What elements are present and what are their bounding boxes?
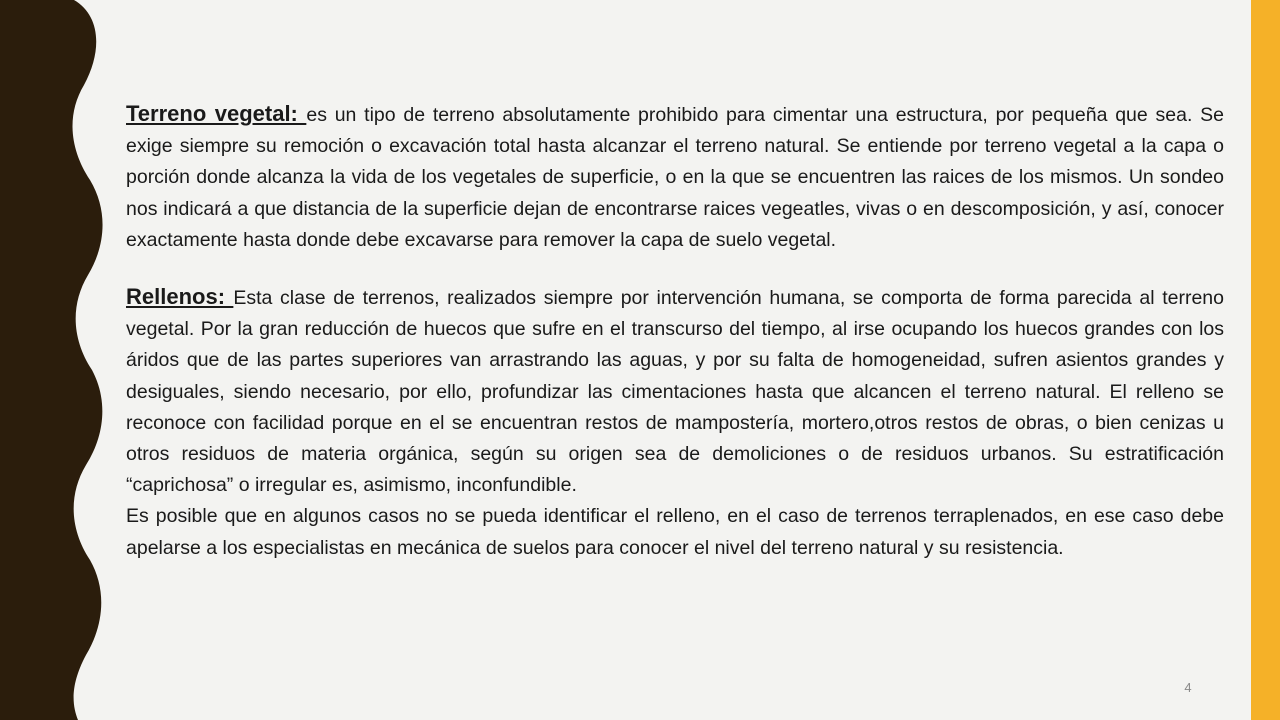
slide-body: [126, 98, 1224, 564]
paragraph-rellenos: [126, 281, 1224, 501]
text-rellenos: Esta clase de terrenos, realizados siempre por intervención humana, se comporta de forma parecida al terreno vegetal. Por la gran reducción de huecos que sufre en el transcurso del tiempo, al irse ocupando los huecos grandes con los áridos que de las partes superiores van arrastrando las aguas, y por su falta de homogeneidad, sufren asientos grandes y desiguales, siendo necesario, por ello, profundizar las cimentaciones hasta que alcancen el terreno natural. El relleno se reconoce con facilidad porque en el se encuentran restos de mampostería, mortero,otros restos de obras, o bien cenizas u otros residuos de materia orgánica, según su origen sea de demoliciones o de residuos urbanos. Su estratificación “caprichosa” o irregular es, asimismo, inconfundible.: [126, 287, 1224, 497]
term-rellenos: Rellenos:: [126, 284, 234, 310]
term-terreno-vegetal: Terreno vegetal:: [126, 101, 307, 126]
paragraph-terreno-vegetal: [126, 98, 1224, 256]
page-number: 4: [1184, 680, 1192, 695]
decorative-wavy-band: [0, 0, 110, 720]
right-accent-bar: [1251, 0, 1280, 720]
paragraph-nota: Es posible que en algunos casos no se pueda identificar el relleno, en el caso de terrenos terraplenados, en ese caso debe apelarse a los especialistas en mecánica de suelos para conocer el nivel del terreno natural y su resistencia.: [126, 505, 1224, 559]
wavy-band-shape: [0, 0, 103, 720]
text-terreno-vegetal: es un tipo de terreno absolutamente prohibido para cimentar una estructura, por pequeña que sea. Se exige siempre su remoción o excavación total hasta alcanzar el terreno natural. Se entiende por terreno vegetal a la capa o porción donde alcanza la vida de los vegetales de superficie, o en la que se encuentren las raices de los mismos. Un sondeo nos indicará a que distancia de la superficie dejan de encontrarse raices vegeatles, vivas o en descomposición, y así, conocer exactamente hasta donde debe excavarse para remover la capa de suelo vegetal.: [126, 104, 1224, 251]
